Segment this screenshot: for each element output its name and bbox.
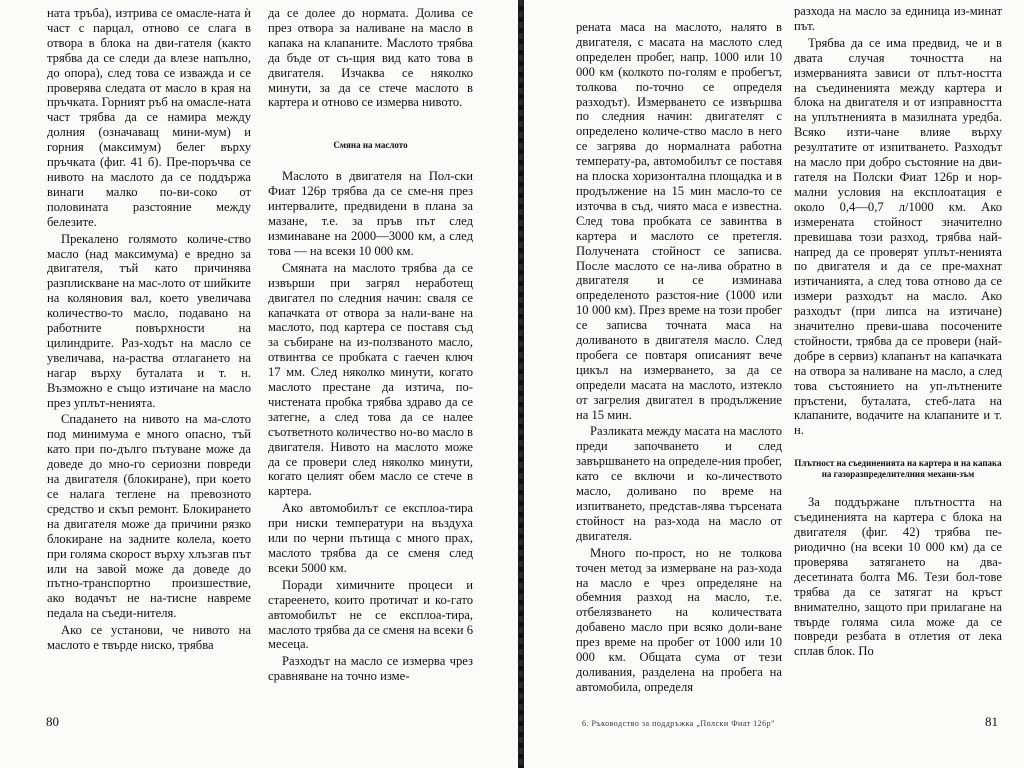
page-number: 81 — [985, 714, 998, 729]
paragraph: За поддържане плътността на съединенията на картера с блока на двигателя (фиг. 42) трябва пе-риодично (на всеки 10 000 км) да се проверява затягането на два-десетината болта М6. Тези бол-тове трябва да се затягат на кръст внимателно, защото при прилагане на твърде голяма сила може да се повреди резбата в отлетия от лека сплав блок. По — [794, 495, 1002, 659]
left-column-2 — [268, 6, 473, 684]
paragraph: Прекалено голямото количе-ство масло (над максимума) е вредно за двигателя, тъй като причинява разплискване на мас-лото от шийките на коляновия вал, което увеличава количество-то масло, подавано на работните повърхности на цилиндрите. Раз-ходът на масло се увеличава, на-раства отлагането на нагар върху буталата и т. н. Възможно е също изтичане на масло през уплът-ненията. — [47, 231, 251, 410]
paragraph: разхода на масло за единица из-минат път. — [794, 4, 1002, 33]
paragraph: Маслото в двигателя на Пол-ски Фиат 126р трябва да се сме-ня през интервалите, предвидени в плана за мазане, т.е. за пръв път след изминаване на 2000—3000 км, а след това — на всеки 10 000 км. — [268, 169, 473, 258]
section-heading: Смяна на маслото — [333, 140, 408, 151]
paragraph: Ако се установи, че нивото на маслото е твърде ниско, трябва — [47, 623, 251, 653]
paragraph: ната тръба), изтрива се омасле-ната ѝ част с парцал, отново се слага в отвора в блока на дви-гателя (както трябва да се следи да влезе напълно, до опора), след това се изважда и се проверява следата от масло в края на пръчката. Горният ръб на омасле-ната част трябва да се намира между долния (означаващ мини-мум) и горния (максимум) белег върху пръчката (фиг. 41 б). Пре-поръчва се нивото на маслото да се поддържа винаги малко по-ви-соко от половината разстояние между белезите. — [47, 6, 251, 229]
paragraph: Спадането на нивото на ма-слото под минимума е много опасно, тъй като при по-дълго пътуване може да доведе до мно-го сериозни повреди на двигателя (блокиране), при което се налага теглене на превозното средство и скъп ремонт. Блокирането на двигателя може да причини рязко блокиране на задните колела, което при голяма скорост върху хлъзгав път или на завой може да доведе до пътно-транспортно произшествие, ако водачът не на-тисне навреме педала на съеди-нителя. — [47, 412, 251, 621]
page-footer: 6. Ръководство за поддръжка „Полски Фиат 126р" — [582, 719, 775, 728]
gutter-shadow — [519, 0, 523, 768]
right-column-1 — [576, 20, 782, 695]
paragraph: Много по-прост, но не толкова точен метод за измерване на раз-хода на масло е чрез определяне на обемния разход на масло, т.е. отбелязването на количествата добавено масло при всяко доли-ване през време на пробег от 1000 или 10 000 км. Общата сума от тези доливания, разделена на пробега на автомобила, определя — [576, 545, 782, 694]
paragraph: да се долее до нормата. Долива се през отвора за наливане на масло в капака на клапаните. Маслото трябва да бъде от съ-щия вид като това в двигателя. Изчаква се няколко минути, за да се стече маслото в картера и отново се измерва нивото. — [268, 6, 473, 110]
section-heading: Плътност на съединенията на картера и на капака на газоразпределителния механи-зъм — [794, 458, 1002, 479]
right-page — [524, 0, 1024, 768]
paragraph: Разходът на масло се измерва чрез сравняване на точно изме- — [268, 654, 473, 684]
paragraph: рената маса на маслото, налято в двигателя, с масата на маслото след определен пробег, напр. 1000 или 10 000 км (колкото по-голям е пробегът, толкова по-точно се определя разходът). Измерването се извършва по следния начин: двигателят с определено количе-ство масло в него се загрява до нормалната работна температу-ра, автомобилът се поставя на плоска хоризонтална площадка и в продължение на 15 мин масло-то се източва в съд, чиято маса е известна. След това пробката се завинтва в картера и маслото се претегля. Получената стойност се записва. После маслото се на-лива обратно в двигателя и се изминава определеното разстоя-ние (1000 или 10 000 км). През време на този пробег се записва точната маса на доливаното в двигателя масло. След пробега се повтаря описаният вече цикъл на измерването, за да се определи масата на маслото, изтекло от загрелия двигател в продължение на 15 мин. — [576, 20, 782, 422]
right-column-2 — [794, 4, 1002, 659]
paragraph: Смяната на маслото трябва да се извърши при загрял неработещ двигател по следния начин: сваля се капачката от отвора за нали-ване на маслото, под картера се поставя съд за събиране на из-ползваното масло, отвинтва се пробката с гаечен ключ 17 мм. След няколко минути, когато маслото престане да изтича, по-чистената пробка трябва здраво да се затегне, а след това да се налее съответното количество но-во масло в двигателя. Нивото на маслото може да се провери след няколко минути, когато целият обем масло се стече в картера. — [268, 260, 473, 499]
paragraph: Трябва да се има предвид, че и в двата случая точността на измерванията зависи от плът-ността на съединенията между картера и блока на двигателя и от изправността на уплътненията в мазилната уредба. Всяко изти-чане влияе върху резултатите от изпитването. Разходът на масло при добро състояние на дви-гателя на Полски Фиат 126р и нор-мални условия на експлоатация е около 0,4—0,7 л/1000 км. Ако измерената стойност значително превишава този разход, трябва най-напред да се проверят уплът-ненията по двигателя и да се пре-махнат изтичанията, а след това отново да се измери разходът на масло. Ако разходът (при липса на изтичане) значително преви-шава посочените стойности, трябва да се провери (най-добре в сервиз) клапанът на капачката на отвора за наливане на масло, а след това състоянието на уп-лътнените пръстени, буталата, стеб-лата на клапаните, водачите на клапаните и т. н. — [794, 35, 1002, 438]
left-column-1 — [47, 6, 251, 653]
paragraph: Ако автомобилът се експлоа-тира при ниски температури на въздуха или по черни пътища с много прах, маслото трябва да се сменя след всеки 5000 км. — [268, 501, 473, 575]
paragraph: Поради химичните процеси и стареенето, които протичат и ко-гато автомобилът не се експлоа-тира, маслото трябва да се сменя на всеки 6 месеца. — [268, 577, 473, 652]
paragraph: Разликата между масата на маслото преди започването и след завършването на определе-ния пробег, като се включи и ко-личеството масло, доливано по време на изпитването, представ-лява търсената стойност на раз-хода на масло от двигателя. — [576, 424, 782, 543]
page-number: 80 — [46, 714, 59, 729]
